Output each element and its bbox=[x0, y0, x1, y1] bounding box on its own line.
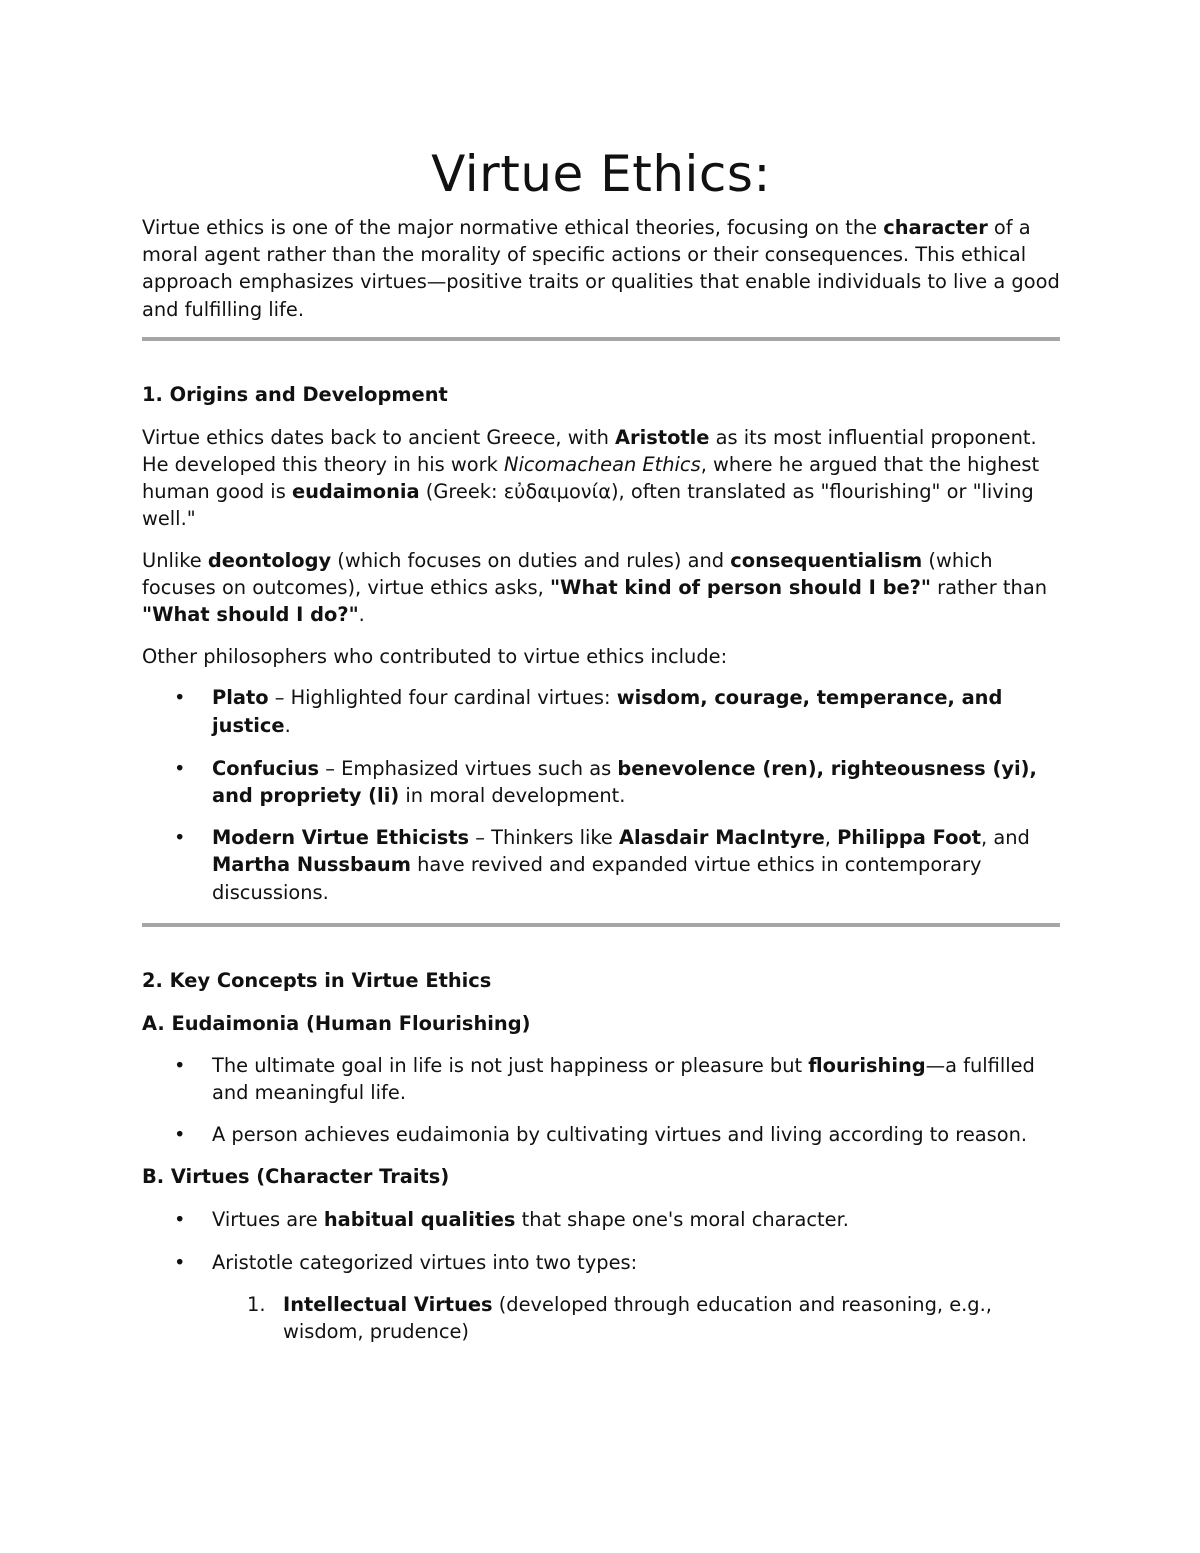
list-item bbox=[212, 1052, 1060, 1106]
paragraph-text: (Greek: εὐδαιμονία), often translated as "flourishing" or "living well." bbox=[142, 480, 1034, 531]
bold-quote: "What should I do?" bbox=[142, 603, 359, 627]
list-item bbox=[212, 1249, 1060, 1276]
list-item bbox=[212, 755, 1060, 809]
list-item-text: – Thinkers like bbox=[469, 826, 620, 850]
paragraph-text: as its most influential proponent. He developed this theory in his work bbox=[142, 425, 1037, 477]
bold-term: Alasdair MacIntyre bbox=[619, 826, 825, 850]
list-item-text: (developed through education and reasoning, e.g., wisdom, prudence) bbox=[283, 1292, 992, 1344]
numbered-list-item bbox=[247, 1291, 1060, 1345]
bold-term: wisdom, courage, temperance, and justice bbox=[212, 686, 1003, 737]
virtue-types-list bbox=[142, 1291, 1060, 1345]
list-item-text: , and bbox=[981, 826, 1030, 850]
paragraph-text: Unlike bbox=[142, 548, 208, 572]
paragraph-text: (which focuses on duties and rules) and bbox=[331, 548, 731, 572]
list-item-text: – Emphasized virtues such as bbox=[319, 756, 618, 780]
list-item-text: – Highlighted four cardinal virtues: bbox=[268, 686, 617, 710]
bold-quote: "What kind of person should I be?" bbox=[549, 575, 931, 599]
paragraph-text: . bbox=[358, 603, 365, 627]
bold-term: habitual qualities bbox=[323, 1208, 516, 1232]
bold-term: deontology bbox=[207, 548, 332, 572]
sub-heading-virtues: B. Virtues (Character Traits) bbox=[142, 1165, 450, 1189]
list-number: 1. bbox=[247, 1292, 266, 1316]
origins-paragraph-others: Other philosophers who contributed to virtue ethics include: bbox=[142, 645, 728, 669]
paragraph-text: , where he argued that the highest human good is bbox=[142, 453, 1040, 504]
list-item-text: have revived and expanded virtue ethics in contemporary discussions. bbox=[212, 853, 982, 904]
section-heading-key-concepts: 2. Key Concepts in Virtue Ethics bbox=[142, 968, 492, 992]
origins-paragraph-aristotle bbox=[142, 424, 1060, 533]
intro-paragraph bbox=[142, 214, 1060, 323]
bold-term: consequentialism bbox=[730, 548, 923, 572]
list-item-text: A person achieves eudaimonia by cultivating virtues and living according to reason. bbox=[212, 1123, 1028, 1147]
paragraph-text: rather than bbox=[930, 575, 1047, 599]
origins-paragraph-comparison bbox=[142, 547, 1060, 629]
intro-bold-term: character bbox=[883, 216, 988, 239]
paragraph-text: (which focuses on outcomes), virtue ethics asks, bbox=[142, 548, 993, 599]
list-item bbox=[212, 684, 1060, 738]
list-item bbox=[212, 824, 1060, 906]
paragraph-text: Virtue ethics dates back to ancient Greece, with bbox=[142, 425, 616, 449]
bold-term: flourishing bbox=[808, 1053, 926, 1077]
sub-heading-eudaimonia: A. Eudaimonia (Human Flourishing) bbox=[142, 1011, 531, 1035]
list-item-text: Aristotle categorized virtues into two types: bbox=[212, 1250, 638, 1274]
philosopher-name: Confucius bbox=[212, 756, 320, 780]
eudaimonia-list bbox=[142, 1052, 1060, 1149]
list-item-text: Virtues are bbox=[212, 1208, 324, 1232]
intro-text: of a moral agent rather than the morality of specific actions or their consequences. This ethical approach emphasizes virtues—positive traits or qualities that enable individuals to live a good and fulfilling life. bbox=[142, 216, 1060, 321]
virtues-list bbox=[142, 1206, 1060, 1275]
bold-term: Aristotle bbox=[615, 425, 710, 449]
list-item bbox=[212, 1206, 1060, 1233]
intro-text: Virtue ethics is one of the major normative ethical theories, focusing on the bbox=[142, 216, 884, 239]
italic-work-title: Nicomachean Ethics bbox=[504, 453, 701, 477]
list-item-text: that shape one's moral character. bbox=[515, 1208, 849, 1232]
bold-term: eudaimonia bbox=[291, 480, 420, 504]
document-page bbox=[142, 138, 1060, 1345]
bold-term: Intellectual Virtues bbox=[283, 1292, 493, 1316]
list-item-text: . bbox=[284, 713, 291, 737]
list-item-text: , bbox=[824, 826, 838, 850]
list-item bbox=[212, 1121, 1060, 1148]
list-item-text: in moral development. bbox=[399, 784, 626, 808]
bold-term: Martha Nussbaum bbox=[212, 853, 411, 877]
bold-term: Philippa Foot bbox=[837, 826, 982, 850]
section-heading-origins: 1. Origins and Development bbox=[142, 382, 448, 406]
philosopher-name: Plato bbox=[212, 686, 269, 710]
philosopher-name: Modern Virtue Ethicists bbox=[212, 826, 470, 850]
list-item-text: —a fulfilled and meaningful life. bbox=[212, 1053, 1035, 1105]
philosophers-list bbox=[142, 684, 1060, 905]
list-item-text: The ultimate goal in life is not just happiness or pleasure but bbox=[212, 1053, 809, 1077]
document-title: Virtue Ethics: bbox=[431, 145, 771, 203]
bold-term: benevolence (ren), righteousness (yi), and propriety (li) bbox=[212, 756, 1037, 808]
